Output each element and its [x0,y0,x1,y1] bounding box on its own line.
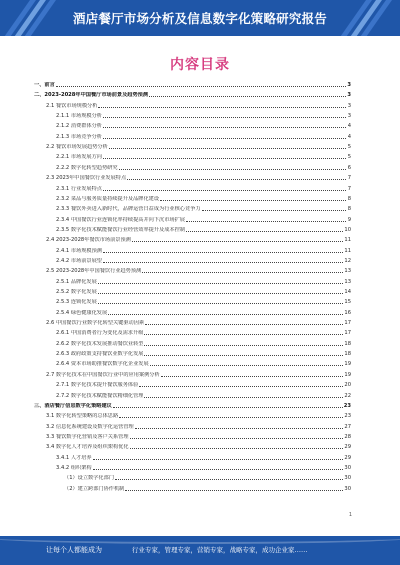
toc-entry-page: 11 [344,237,351,244]
toc-entry-page: 7 [347,185,351,192]
toc-entry[interactable] [34,204,351,212]
toc-entry[interactable] [34,132,351,140]
toc-entry-page: 15 [344,299,351,306]
toc-entry-title: 3.2 信息化系统建设及数字化运营管理 [46,423,134,430]
toc-entry[interactable] [34,339,351,347]
toc-dot-leader [109,147,346,149]
page-number: 1 [348,512,352,518]
toc-entry-page: 19 [344,361,351,368]
toc-dot-leader [130,447,344,449]
toc-entry-page: 3 [347,82,351,88]
toc-dot-leader [145,323,343,325]
toc-entry-page: 22 [344,392,351,399]
toc-entry-title: 2.3 2023年中国餐饮行业发展特点 [46,175,127,182]
toc-entry-title: 2.4.1 市场规模预测 [56,247,102,254]
toc-dot-leader [93,458,344,460]
toc-entry[interactable] [34,121,351,129]
toc-entry[interactable] [34,328,351,336]
toc-dot-leader [103,261,343,263]
toc-dot-leader [56,85,346,87]
toc-entry[interactable] [34,235,351,243]
footer-roles: 行业专家，管理专家，营销专家，战略专家，成功企业家…… [132,546,308,554]
toc-entry-page: 19 [344,371,351,378]
toc-entry-page: 8 [347,206,351,213]
toc-dot-leader [98,282,344,284]
toc-entry[interactable] [34,225,351,233]
toc-entry-title: 2.3.3 餐饮外卖进入新时代，品牌运营日益成为行业核心竞争力 [56,206,201,213]
toc-entry-title: 3.1 数字化转型策略的总体思路 [46,413,119,420]
toc-dot-leader [202,209,346,211]
toc-entry-title: 2.3.1 行业发展特点 [56,185,102,192]
toc-entry-title: 2.3.5 数字化技术赋能餐饮行业经营效率提升及成本控制 [56,226,185,233]
toc-entry-title: （2）建立跨部门协作机制 [64,485,125,492]
toc-entry-page: 20 [344,382,351,389]
toc-entry-title: 2.5.2 数字化发展 [56,289,97,295]
toc-entry[interactable] [34,318,351,326]
toc-dot-leader [119,416,343,418]
toc-dot-leader [125,489,343,491]
toc-entry[interactable] [34,152,351,160]
toc-entry-title: 2.7.2 数字化技术赋能餐饮精细化管理 [56,392,144,399]
toc-entry[interactable] [34,359,351,367]
toc-entry-title: 2.5.3 连锁化发展 [56,299,97,306]
toc-entry-title: 2.5.1 品牌化发展 [56,278,97,285]
toc-dot-leader [98,292,344,294]
toc-dot-leader [135,427,344,429]
toc-entry[interactable] [34,308,351,316]
toc-entry-page: 28 [344,433,351,440]
toc-entry-title: 2.6.2 数字化技术发展推动餐饮业转型 [56,340,144,347]
report-header-bar [0,0,400,36]
toc-entry-title: 2.1.3 市场竞争分析 [56,133,102,140]
report-title: 酒店餐厅市场分析及信息数字化策略研究报告 [72,11,327,26]
toc-entry-page: 5 [347,154,351,161]
toc-entry-title: 2.3.4 中国餐饮行业连锁化率持续提高并向下沉市场扩展 [56,216,185,223]
toc-dot-leader [150,364,344,366]
toc-entry-title: （1）设立数字化部门 [64,475,114,482]
footer-wave-decor [0,536,400,544]
toc-entry[interactable] [34,215,351,223]
toc-dot-leader [103,126,346,128]
toc-entry[interactable] [34,80,351,88]
toc-entry[interactable] [34,411,351,419]
toc-entry-page: 5 [347,144,351,151]
toc-entry-page: 17 [344,320,351,327]
toc-entry-title: 2.6.3 政府政策支持餐饮业数字化发展 [56,351,144,358]
toc-dot-leader [144,354,343,356]
toc-entry-page: 3 [347,102,351,109]
toc-entry[interactable] [34,184,351,192]
toc-entry-page: 13 [344,268,351,275]
footer-slogan: 让每个人都能成为 [46,546,102,554]
toc-dot-leader [161,375,344,377]
toc-entry[interactable] [34,111,351,119]
toc-entry-title: 3.3 餐饮数字化营销及客户关系管理 [46,433,129,440]
toc-dot-leader [98,106,346,108]
toc-entry-page: 3 [347,113,351,120]
toc-dot-leader [98,302,344,304]
toc-entry-title: 2.6 中国餐饮行业数字化转型关键驱动因素 [46,320,145,327]
toc-dot-leader [130,437,344,439]
toc-entry-title: 3.4.1 人才培养 [56,454,92,461]
toc-entry[interactable] [34,277,351,285]
toc-entry-title: 2.5.4 绿色健康化发展 [56,309,108,316]
toc-entry[interactable] [34,453,351,461]
toc-entry-title: 3.4 数字化人才培养及组织架构优化 [46,444,129,451]
toc-entry-page: 13 [344,278,351,285]
toc-entry-title: 一、前言 [34,82,55,88]
toc-entry-page: 12 [344,257,351,264]
toc-entry[interactable] [34,463,351,471]
toc-entry-page: 6 [347,164,351,171]
toc-entry-page: 30 [344,475,351,482]
toc-entry[interactable] [34,266,351,274]
toc-entry-title: 二、2023-2028年中国餐厅市场前景及趋势预测 [34,92,149,99]
toc-entry[interactable] [34,256,351,264]
toc-dot-leader [139,385,343,387]
toc-entry[interactable] [34,246,351,254]
toc-entry[interactable] [34,380,351,388]
toc-entry-title: 2.2 餐饮市场发展趋势分析 [46,144,108,151]
toc-entry-title: 2.3.2 菜品与服务质量持续提升及品牌化建设 [56,195,160,202]
toc-entry[interactable] [34,194,351,202]
toc-entry-page: 10 [344,226,351,233]
toc-entry[interactable] [34,90,351,98]
toc-dot-leader [127,178,346,180]
toc-dot-leader [103,251,343,253]
toc-entry[interactable] [34,422,351,430]
toc-entry-title: 2.1.2 消费群体分析 [56,123,102,130]
toc-entry-title: 3.4.2 组织架构 [56,464,92,471]
toc-dot-leader [144,344,343,346]
toc-entry-title: 2.2.2 数字化转型趋势研究 [56,164,118,171]
toc-dot-leader [144,333,343,335]
toc-dot-leader [103,137,346,139]
toc-entry-title: 2.6.1 中国消费者行为变化及需求升级 [56,330,144,337]
toc-entry[interactable] [34,442,351,450]
toc-entry-page: 18 [344,351,351,358]
toc-dot-leader [186,220,346,222]
toc-entry-title: 2.6.4 资本市场助推餐饮数字化企业发展 [56,361,149,368]
toc-heading: 内容目录 [170,57,230,73]
toc-entry-title: 2.1.1 市场规模分析 [56,113,102,120]
toc-dot-leader [160,199,346,201]
toc-entry-page: 30 [344,485,351,492]
toc-entry-title: 2.4.2 市场前景展望 [56,257,102,264]
toc-entry-page: 8 [347,195,351,202]
toc-entry[interactable] [34,287,351,295]
report-footer-bar [0,536,400,565]
toc-entry-title: 2.1 餐饮市场规模分析 [46,102,98,109]
toc-entry-title: 2.4 2023-2028年餐饮市场前景预测 [46,237,131,244]
toc-entry-page: 14 [344,289,351,295]
toc-entry[interactable] [34,401,351,409]
toc-entry-title: 2.7 数字化技术在中国餐饮行业中的应用案例分析 [46,371,160,378]
toc-entry-page: 29 [344,454,351,461]
toc-entry[interactable] [34,432,351,440]
toc-entry[interactable] [34,473,351,481]
toc-entry-page: 30 [344,464,351,471]
toc-entry-page: 7 [347,175,351,182]
toc-entry-page: 27 [344,423,351,430]
toc-entry-page: 11 [344,247,351,254]
toc-entry-page: 16 [344,309,351,316]
toc-dot-leader [113,406,343,408]
toc-dot-leader [108,313,343,315]
toc-dot-leader [142,271,343,273]
toc-entry-page: 3 [347,92,351,99]
toc-entry-page: 9 [347,216,351,223]
toc-entry-page: 17 [344,330,351,337]
toc-dot-leader [103,116,346,118]
toc-dot-leader [132,240,344,242]
toc-entry[interactable] [34,101,351,109]
toc-dot-leader [93,468,344,470]
toc-entry-page: 29 [344,444,351,451]
toc-entry[interactable] [34,349,351,357]
toc-entry[interactable] [34,142,351,150]
toc-entry-title: 2.2.1 市场发展方向 [56,154,102,161]
toc-entry-page: 18 [344,340,351,347]
toc-dot-leader [186,230,343,232]
toc-dot-leader [103,157,346,159]
toc-dot-leader [119,168,346,170]
toc-entry-page: 4 [347,133,351,140]
toc-entry[interactable] [34,297,351,305]
toc-dot-leader [149,95,346,97]
toc-dot-leader [103,189,346,191]
toc-entry[interactable] [34,173,351,181]
toc-entry-title: 2.5 2023-2028年中国餐饮行业趋势预测 [46,268,142,275]
toc-entry-title: 2.7.1 数字化技术提升餐饮服务体验 [56,382,139,389]
toc-dot-leader [115,478,343,480]
toc-entry[interactable] [34,391,351,399]
toc-entry-title: 三、酒店餐厅信息数字化策略建议 [34,402,112,409]
toc-entry-page: 4 [347,123,351,130]
toc-entry-page: 23 [343,402,351,409]
toc-entry[interactable] [34,370,351,378]
toc-entry-page: 23 [344,413,351,420]
toc-entry[interactable] [34,484,351,492]
toc-entry[interactable] [34,163,351,171]
toc-dot-leader [144,396,343,398]
